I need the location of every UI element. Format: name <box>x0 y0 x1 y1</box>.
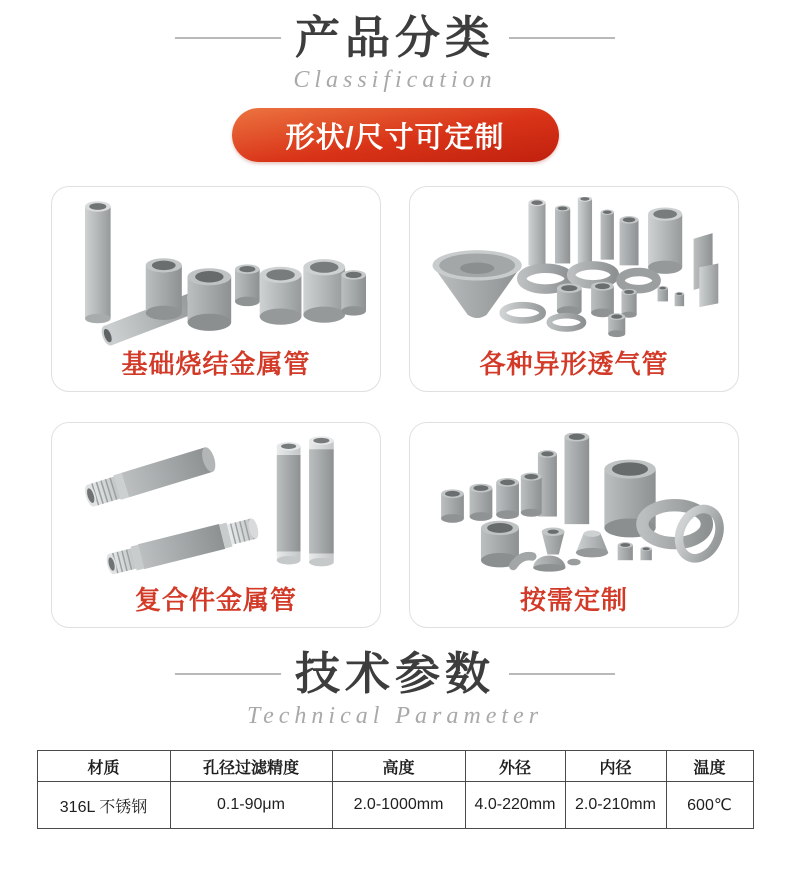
classification-title: 产品分类 <box>294 12 495 63</box>
composite-metal-tubes-image <box>52 423 380 583</box>
table-cell-height: 2.0-1000mm <box>332 782 465 829</box>
customizable-badge: 形状/尺寸可定制 <box>232 108 559 162</box>
tech-line-left <box>175 673 281 675</box>
technical-subtitle: Technical Parameter <box>246 703 544 729</box>
technical-parameters-table <box>37 750 754 829</box>
table-header-temperature: 温度 <box>666 751 753 782</box>
table-header-outer-diameter: 外径 <box>465 751 565 782</box>
product-caption-shaped-tubes: 各种异形透气管 <box>479 349 669 379</box>
table-header-inner-diameter: 内径 <box>565 751 666 782</box>
classification-header <box>0 14 790 62</box>
custom-on-demand-image <box>410 423 738 583</box>
sintered-metal-tubes-image <box>52 187 380 347</box>
technical-title: 技术参数 <box>294 648 495 699</box>
table-header-height: 高度 <box>332 751 465 782</box>
title-line-right <box>509 37 615 39</box>
shaped-breathable-tubes-image <box>410 187 738 347</box>
product-caption-composite-tubes: 复合件金属管 <box>134 585 297 615</box>
table-header-row <box>37 751 753 782</box>
product-caption-sintered-tubes: 基础烧结金属管 <box>121 349 311 379</box>
product-card-custom <box>409 422 739 628</box>
table-header-material: 材质 <box>37 751 170 782</box>
product-caption-custom: 按需定制 <box>519 585 628 615</box>
tech-line-right <box>509 673 615 675</box>
classification-subtitle: Classification <box>293 67 497 93</box>
table-row <box>37 782 753 829</box>
product-card-sintered-tubes <box>51 186 381 392</box>
product-card-shaped-tubes <box>409 186 739 392</box>
technical-header <box>0 650 790 698</box>
product-card-composite-tubes <box>51 422 381 628</box>
product-cards-grid <box>51 186 739 628</box>
title-line-left <box>175 37 281 39</box>
table-cell-outer-diameter: 4.0-220mm <box>465 782 565 829</box>
table-cell-pore-precision: 0.1-90μm <box>170 782 332 829</box>
technical-section <box>0 650 790 829</box>
table-cell-inner-diameter: 2.0-210mm <box>565 782 666 829</box>
table-cell-material: 316L 不锈钢 <box>37 782 170 829</box>
table-header-pore-precision: 孔径过滤精度 <box>170 751 332 782</box>
table-cell-temperature: 600℃ <box>666 782 753 829</box>
